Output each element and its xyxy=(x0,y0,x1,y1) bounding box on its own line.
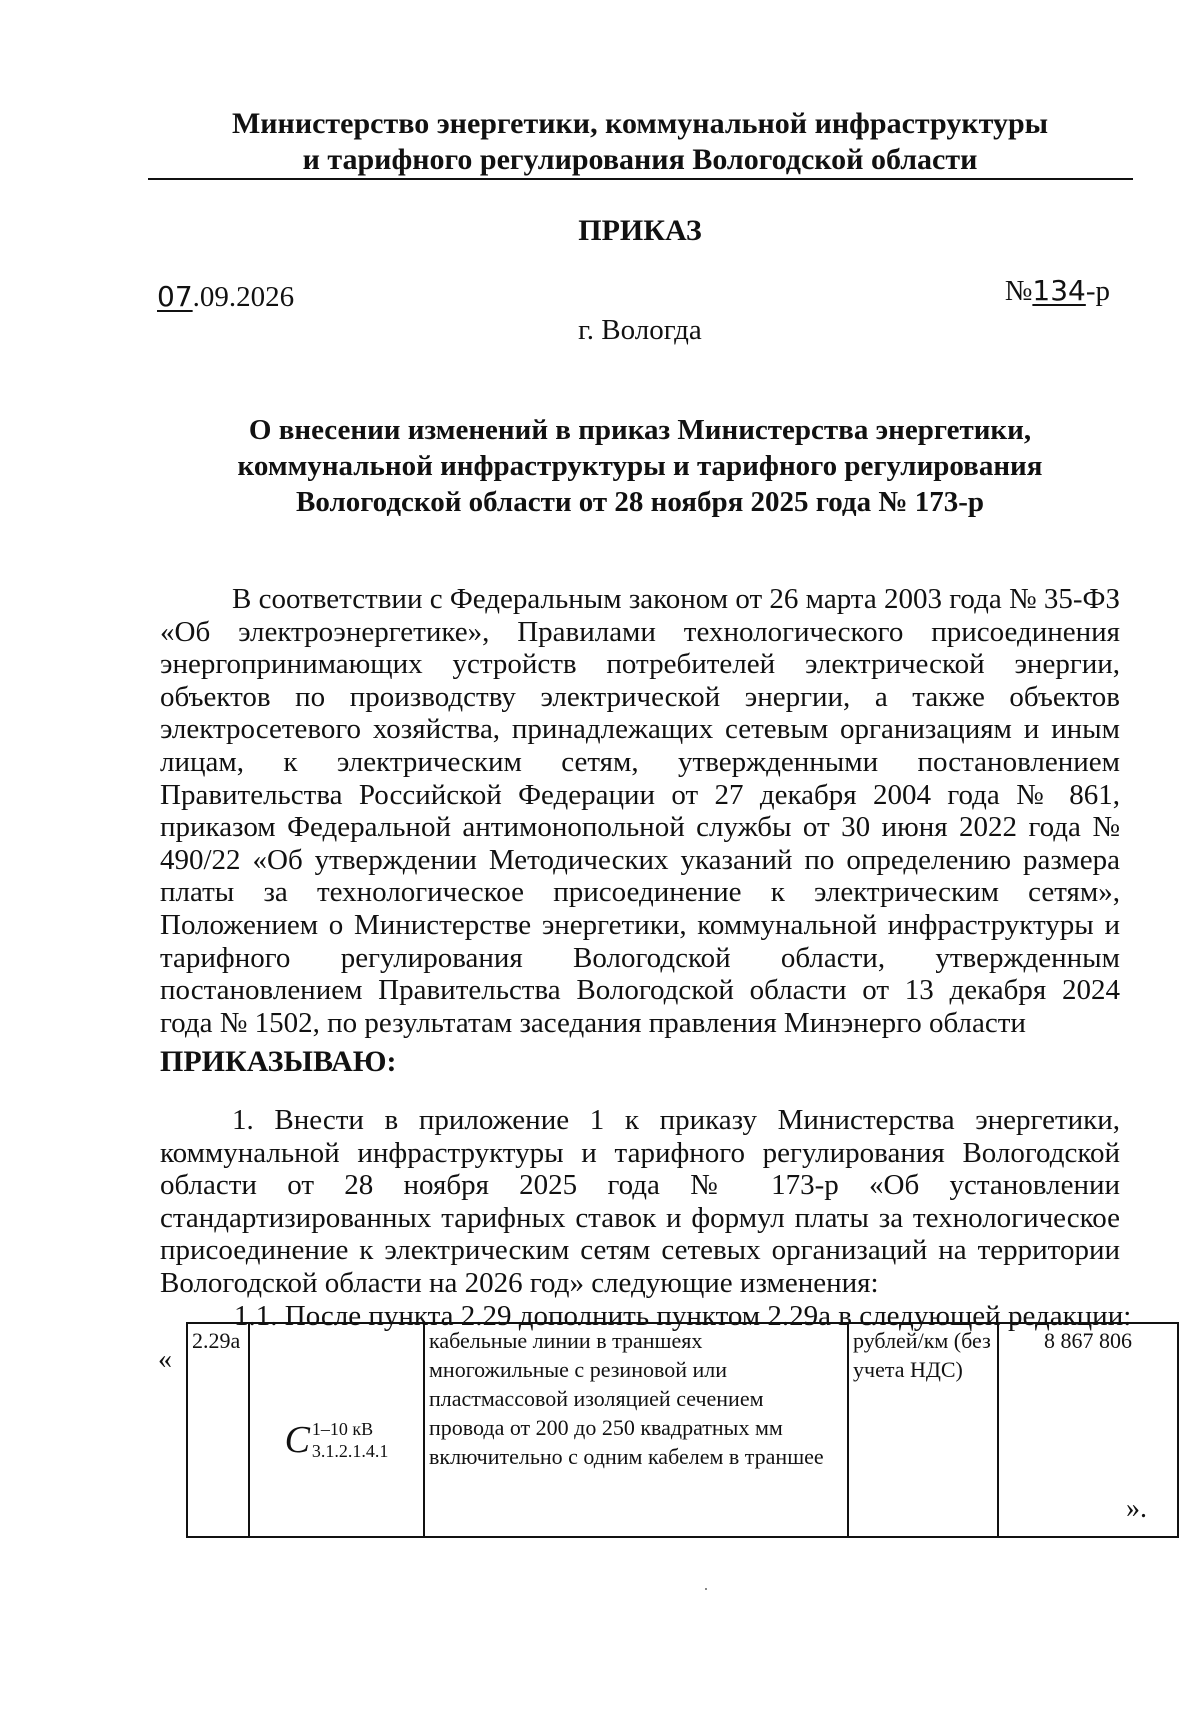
preamble-text: В соответствии с Федеральным законом от 26 марта 2003 года № 35-ФЗ «Об электроэнергетике», Правилами технологического присоединения энергопринимающих устройств потребителей электрической энергии, объектов по производству электрической энергии, а также объектов электросетевого хозяйства, принадлежащих сетевым организациям и иным лицам, к электрическим сетям, утвержденными постановлением Правительства Российской Федерации от 27 декабря 2004 года № 861, приказом Федеральной антимонопольной службы от 30 июня 2022 года № 490/22 «Об утверждении Методических указаний по определению размера платы за технологическое присоединение к электрическим сетям», Положением о Министерстве энергетики, коммунальной инфраструктуры и тарифного регулирования Вологодской области, утвержденным постановлением Правительства Вологодской области от 13 декабря 2024 года № 1502, по результатам заседания правления Минэнерго области xyxy=(160,583,1120,1039)
item1-text: 1. Внести в приложение 1 к приказу Министерства энергетики, коммунальной инфраструктуры и тарифного регулирования Вологодской области от 28 ноября 2025 года № 173-р «Об установлении стандартизированных тарифных ставок и формул платы за технологическое присоединение к электрическим сетям сетевых организаций на территории Вологодской области на 2026 год» следующие изменения: xyxy=(160,1104,1120,1299)
item1-paragraph xyxy=(160,1104,1120,1300)
preamble-paragraph xyxy=(160,583,1120,1039)
ministry-name-line1: Министерство энергетики, коммунальной инфраструктуры xyxy=(231,107,1049,140)
subject-line2: коммунальной инфраструктуры и тарифного регулирования xyxy=(237,450,1043,482)
subject-line1: О внесении изменений в приказ Министерства энергетики, xyxy=(248,414,1032,446)
description-cell: кабельные линии в траншеях многожильные с резиновой или пластмассовой изоляцией сечением провода от 200 до 250 квадратных мм включительно с одним кабелем в траншее xyxy=(424,1323,848,1537)
quote-open: « xyxy=(158,1344,172,1375)
tariff-table xyxy=(186,1322,1179,1538)
item-code-cell: 2.29а xyxy=(187,1323,249,1537)
unit-cell: рублей/км (без учета НДС) xyxy=(848,1323,998,1537)
ministry-name-line2: и тарифного регулирования Вологодской области xyxy=(302,143,978,176)
table-row xyxy=(187,1323,1178,1537)
formula-superscript: 1–10 кВ xyxy=(311,1419,374,1439)
value-cell: 8 867 806 xyxy=(998,1323,1178,1537)
item1-1-text: 1.1. После пункта 2.29 дополнить пунктом 2.29а в следующей редакции: xyxy=(234,1300,1132,1332)
date-rest: .09.2026 xyxy=(192,281,295,313)
tariff-formula xyxy=(254,1326,419,1544)
formula-subscript: 3.1.2.1.4.1 xyxy=(311,1441,389,1461)
handwritten-day: 07 xyxy=(157,280,193,313)
header-rule xyxy=(148,178,1133,180)
orders-word: ПРИКАЗЫВАЮ: xyxy=(160,1045,397,1078)
document-number xyxy=(1005,274,1110,308)
quote-close: ». xyxy=(1126,1493,1147,1524)
number-suffix: -р xyxy=(1085,275,1110,307)
scan-speck xyxy=(705,1588,707,1590)
city: г. Вологда xyxy=(578,314,702,346)
number-prefix: № xyxy=(1004,275,1033,307)
subject-line3: Вологодской области от 28 ноября 2025 года № 173-р xyxy=(295,486,985,518)
document-type: ПРИКАЗ xyxy=(578,214,702,247)
document-subject xyxy=(160,412,1120,520)
handwritten-number: 134 xyxy=(1032,274,1086,307)
formula-symbol: C xyxy=(284,1419,310,1461)
document-date xyxy=(157,280,294,314)
formula-cell xyxy=(249,1323,424,1537)
